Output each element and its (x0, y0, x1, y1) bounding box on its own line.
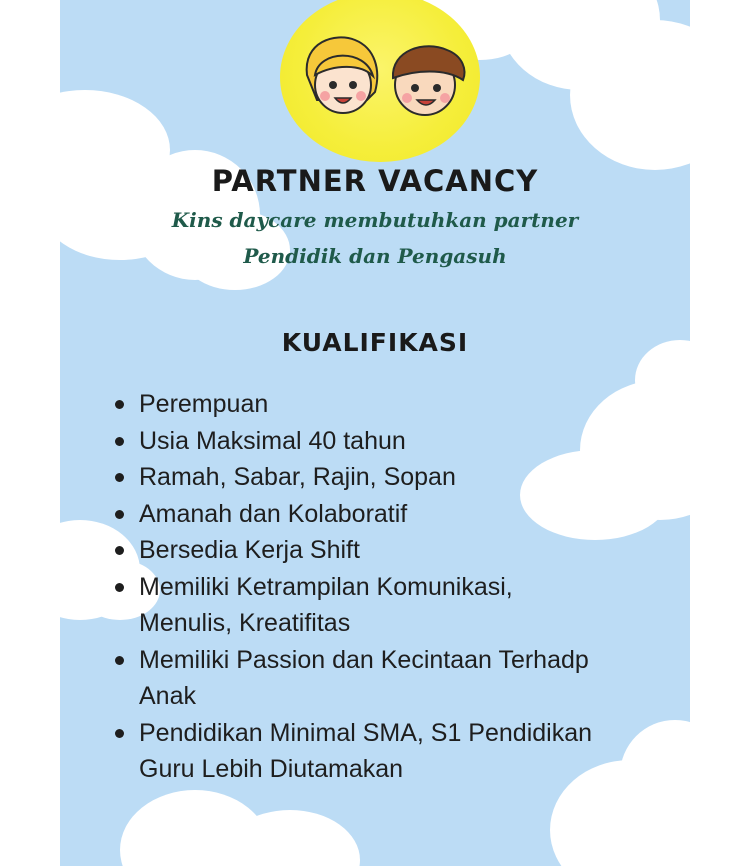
qualification-list (112, 386, 682, 788)
bullet-icon (115, 437, 124, 446)
bullet-icon (115, 656, 124, 665)
list-item (112, 496, 682, 533)
list-item-text-cont: Anak (139, 682, 196, 710)
list-item (112, 569, 682, 642)
kids-logo (295, 30, 475, 130)
list-item (112, 423, 682, 460)
bullet-icon (115, 583, 124, 592)
list-item-text: Usia Maksimal 40 tahun (139, 426, 406, 455)
list-item-text: Amanah dan Kolaboratif (139, 499, 408, 528)
boy-face-icon (393, 46, 465, 115)
vacancy-poster (60, 0, 690, 866)
list-item (112, 386, 682, 423)
list-item-text: Pendidikan Minimal SMA, S1 Pendidikan (139, 718, 593, 747)
list-item-text-cont: Guru Lebih Diutamakan (139, 755, 404, 783)
girl-face-icon (307, 37, 378, 113)
section-title: KUALIFIKASI (281, 328, 469, 357)
bullet-icon (115, 473, 124, 482)
bullet-icon (115, 400, 124, 409)
poster-title: PARTNER VACANCY (211, 164, 539, 198)
bullet-icon (115, 729, 124, 738)
list-item-text: Memiliki Ketrampilan Komunikasi, (139, 572, 513, 601)
list-item (112, 642, 682, 715)
poster-subtitle-line1: Kins daycare membutuhkan partner (171, 208, 579, 232)
list-item-text: Perempuan (139, 390, 269, 418)
bullet-icon (115, 546, 124, 555)
bullet-icon (115, 510, 124, 519)
list-item (112, 715, 682, 788)
poster-subtitle-line2: Pendidik dan Pengasuh (243, 244, 507, 268)
list-item-text-cont: Menulis, Kreatifitas (139, 609, 351, 637)
list-item (112, 532, 682, 569)
list-item-text: Bersedia Kerja Shift (139, 536, 360, 564)
list-item-text: Ramah, Sabar, Rajin, Sopan (139, 463, 456, 491)
list-item (112, 459, 682, 496)
list-item-text: Memiliki Passion dan Kecintaan Terhadp (139, 645, 589, 674)
